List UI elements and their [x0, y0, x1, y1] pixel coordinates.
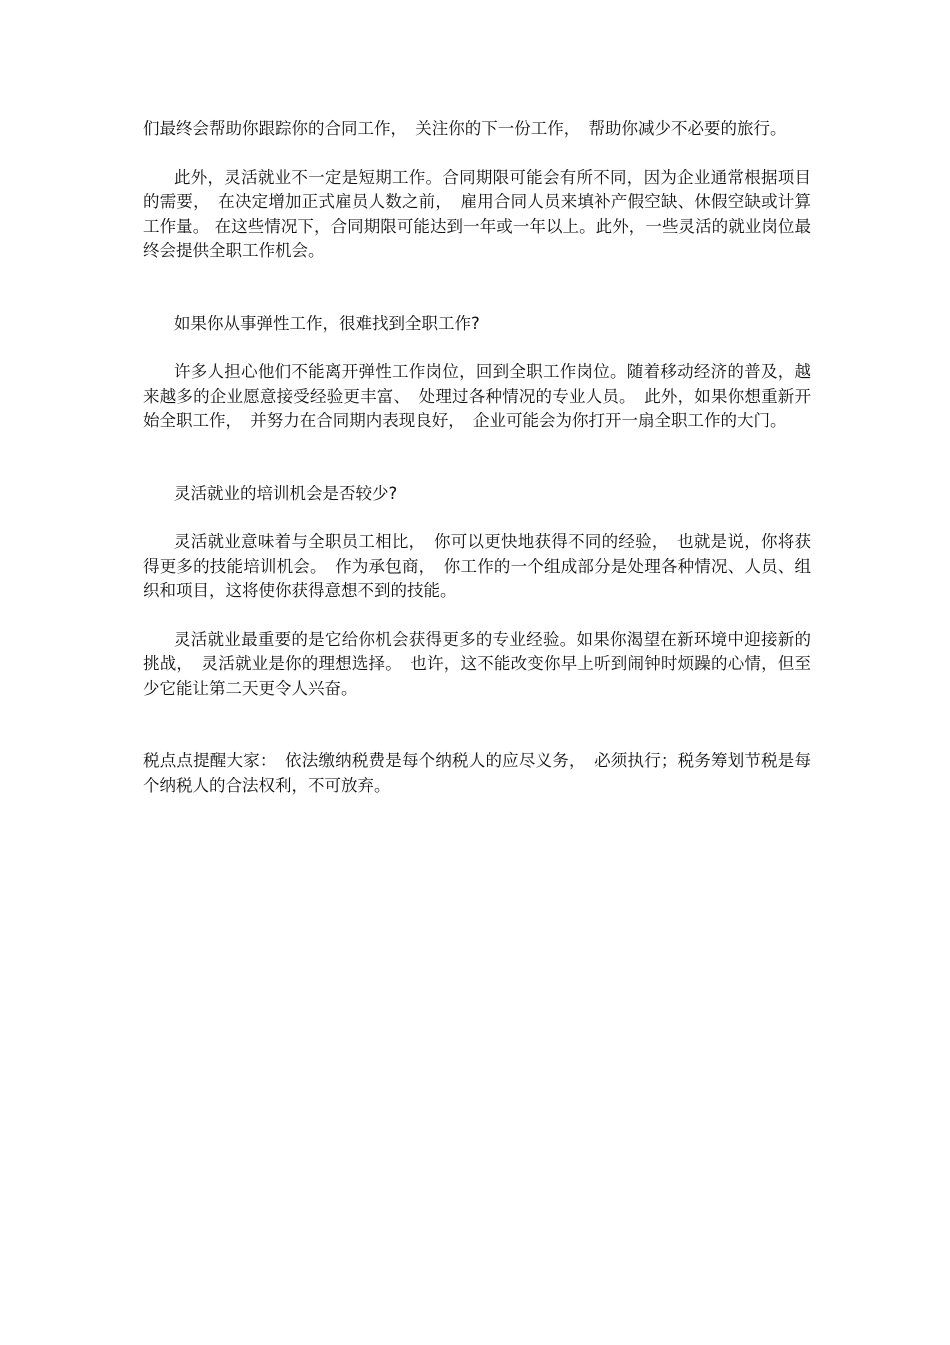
paragraph-tax-reminder: 税点点提醒大家： 依法缴纳税费是每个纳税人的应尽义务， 必须执行；税务筹划节税是每个纳税人的合法权利，不可放弃。: [143, 751, 811, 795]
section-heading-training: 灵活就业的培训机会是否较少?: [174, 483, 398, 503]
paragraph-full-time: 许多人担心他们不能离开弹性工作岗位，回到全职工作岗位。随着移动经济的普及，越来越多的企业愿意接受经验更丰富、 处理过各种情况的专业人员。 此外，如果你想重新开始全职工作， 并努力在合同期内表现良好， 企业可能会为你打开一扇全职工作的大门。: [143, 362, 811, 430]
section-heading-full-time: 如果你从事弹性工作，很难找到全职工作?: [174, 313, 480, 333]
paragraph-continuation: 们最终会帮助你跟踪你的合同工作， 关注你的下一份工作， 帮助你减少不必要的旅行。: [143, 119, 787, 138]
paragraph-training: 灵活就业意味着与全职员工相比， 你可以更快地获得不同的经验， 也就是说，你将获得更多的技能培训机会。 作为承包商， 你工作的一个组成部分是处理各种情况、人员、组织和项目，这将使你获得意想不到的技能。: [143, 532, 811, 600]
paragraph-experience: 灵活就业最重要的是它给你机会获得更多的专业经验。如果你渴望在新环境中迎接新的挑战， 灵活就业是你的理想选择。 也许，这不能改变你早上听到闹钟时烦躁的心情，但至少它能让第二天更令人兴奋。: [143, 629, 811, 698]
document-page: [143, 117, 811, 798]
paragraph-contract-duration: 此外，灵活就业不一定是短期工作。合同期限可能会有所不同，因为企业通常根据项目的需要， 在决定增加正式雇员人数之前， 雇用合同人员来填补产假空缺、休假空缺或计算工作量。 在这些情况下，合同期限可能达到一年或一年以上。此外，一些灵活的就业岗位最终会提供全职工作机会。: [143, 167, 811, 260]
